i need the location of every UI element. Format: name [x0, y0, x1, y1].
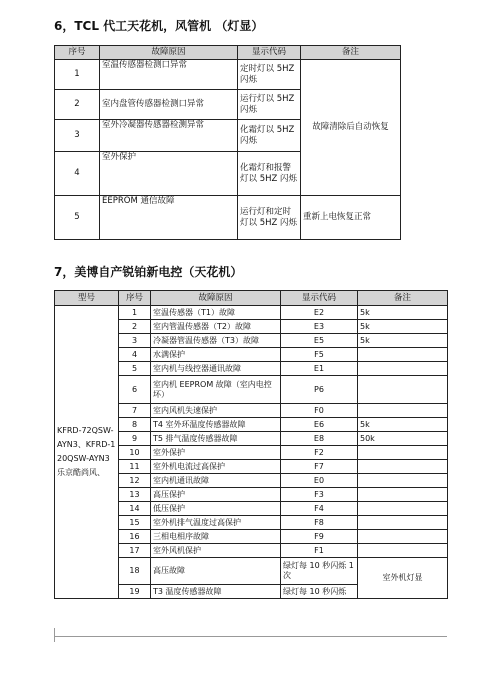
row-no: 2: [119, 320, 151, 334]
row-code: 绿灯每 10 秒闪烁 1 次: [281, 558, 358, 585]
row-note: 50k: [358, 432, 448, 446]
row-cause: 低压保护: [151, 502, 281, 516]
row-code: F1: [281, 544, 358, 558]
row-code: 定时灯以 5HZ 闪烁: [238, 60, 301, 90]
row-no: 19: [119, 585, 151, 599]
row-no: 4: [119, 348, 151, 362]
row-code: F7: [281, 460, 358, 474]
row-code: 绿灯每 10 秒闪烁: [281, 585, 358, 599]
header-cause: 故障原因: [100, 46, 238, 60]
row-cause: 高压故障: [151, 558, 281, 585]
row-no: 9: [119, 432, 151, 446]
section-7-title: 7，美博自产锐铂新电控（天花机）: [54, 265, 243, 279]
row-code: E6: [281, 418, 358, 432]
row-no: 18: [119, 558, 151, 585]
row-no: 1: [119, 306, 151, 320]
row-cause: 室外保护: [100, 152, 238, 196]
row-no: 1: [55, 60, 100, 90]
header-code: 显示代码: [238, 46, 301, 60]
page-corner-mark: [54, 628, 55, 642]
row-code: 化霜灯以 5HZ 闪烁: [238, 120, 301, 152]
row-note: 5k: [358, 418, 448, 432]
table-header-row: [55, 46, 401, 60]
table-row: [55, 306, 448, 320]
header-note: 备注: [358, 291, 448, 306]
row-code: F3: [281, 488, 358, 502]
table-row: [55, 60, 401, 90]
header-code: 显示代码: [281, 291, 358, 306]
row-note: [358, 404, 448, 418]
row-no: 7: [119, 404, 151, 418]
row-cause: 三相电相序故障: [151, 530, 281, 544]
row-note: [358, 502, 448, 516]
row-code: 化霜灯和报警灯以 5HZ 闪烁: [238, 152, 301, 196]
row-no: 11: [119, 460, 151, 474]
row-code: E3: [281, 320, 358, 334]
row-code: E0: [281, 474, 358, 488]
note-outdoor-light: 室外机灯显: [358, 558, 448, 599]
row-cause: 室温传感器（T1）故障: [151, 306, 281, 320]
row-note: [358, 348, 448, 362]
row-no: 8: [119, 418, 151, 432]
row-no: 10: [119, 446, 151, 460]
row-note: 5k: [358, 334, 448, 348]
note-power-cycle: 重新上电恢复正常: [301, 196, 401, 240]
tcl-fault-table: [54, 45, 401, 240]
row-cause: T3 温度传感器故障: [151, 585, 281, 599]
row-cause: 室外保护: [151, 446, 281, 460]
row-cause: T4 室外环温度传感器故障: [151, 418, 281, 432]
row-code: E8: [281, 432, 358, 446]
row-cause: T5 排气温度传感器故障: [151, 432, 281, 446]
row-note: [358, 488, 448, 502]
row-code: 运行灯以 5HZ 闪烁: [238, 90, 301, 120]
table-header-row: [55, 291, 448, 306]
row-cause: 水满保护: [151, 348, 281, 362]
model-cell: KFRD-72QSW-AYN3、KFRD-120QSW-AYN3 乐京酷尚风、: [55, 306, 119, 599]
row-note: [358, 446, 448, 460]
header-no: 序号: [55, 46, 100, 60]
row-cause: 室外冷凝器传感器检测异常: [100, 120, 238, 152]
row-note: [358, 530, 448, 544]
row-code: F5: [281, 348, 358, 362]
header-model: 型号: [55, 291, 119, 306]
row-no: 3: [55, 120, 100, 152]
row-code: P6: [281, 376, 358, 404]
row-no: 13: [119, 488, 151, 502]
row-code: F4: [281, 502, 358, 516]
row-code: 运行灯和定时灯以 5HZ 闪烁: [238, 196, 301, 240]
row-code: E2: [281, 306, 358, 320]
row-code: E5: [281, 334, 358, 348]
row-no: 16: [119, 530, 151, 544]
row-code: F9: [281, 530, 358, 544]
row-cause: 高压保护: [151, 488, 281, 502]
row-note: 5k: [358, 306, 448, 320]
row-no: 14: [119, 502, 151, 516]
row-note: [358, 544, 448, 558]
row-note: [358, 474, 448, 488]
row-cause: 室内盘管传感器检测口异常: [100, 90, 238, 120]
row-cause: 室外机排气温度过高保护: [151, 516, 281, 530]
row-cause: 室内机通讯故障: [151, 474, 281, 488]
row-no: 15: [119, 516, 151, 530]
row-note: 5k: [358, 320, 448, 334]
row-cause: 室外机电流过高保护: [151, 460, 281, 474]
table-row: [55, 196, 401, 240]
row-no: 5: [119, 362, 151, 376]
page-bottom-rule: [54, 636, 447, 637]
row-note: [358, 460, 448, 474]
row-cause: 室内管温传感器（T2）故障: [151, 320, 281, 334]
row-cause: 室内机 EEPROM 故障（室内电控坏）: [151, 376, 281, 404]
header-cause: 故障原因: [151, 291, 281, 306]
row-no: 12: [119, 474, 151, 488]
midea-fault-table: [54, 290, 448, 599]
row-code: E1: [281, 362, 358, 376]
row-note: [358, 516, 448, 530]
row-no: 6: [119, 376, 151, 404]
row-code: F2: [281, 446, 358, 460]
row-code: F0: [281, 404, 358, 418]
note-auto-recover: 故障清除后自动恢复: [301, 60, 401, 196]
row-no: 5: [55, 196, 100, 240]
row-code: F8: [281, 516, 358, 530]
row-cause: EEPROM 通信故障: [100, 196, 238, 240]
row-no: 4: [55, 152, 100, 196]
row-no: 3: [119, 334, 151, 348]
row-cause: 室温传感器检测口异常: [100, 60, 238, 90]
row-note: [358, 376, 448, 404]
row-cause: 冷凝器管温传感器（T3）故障: [151, 334, 281, 348]
row-cause: 室外风机保护: [151, 544, 281, 558]
row-cause: 室内风机失速保护: [151, 404, 281, 418]
header-note: 备注: [301, 46, 401, 60]
row-note: [358, 362, 448, 376]
row-cause: 室内机与线控器通讯故障: [151, 362, 281, 376]
section-6-title: 6，TCL 代工天花机，风管机 （灯显）: [54, 19, 264, 33]
row-no: 2: [55, 90, 100, 120]
row-no: 17: [119, 544, 151, 558]
header-no: 序号: [119, 291, 151, 306]
